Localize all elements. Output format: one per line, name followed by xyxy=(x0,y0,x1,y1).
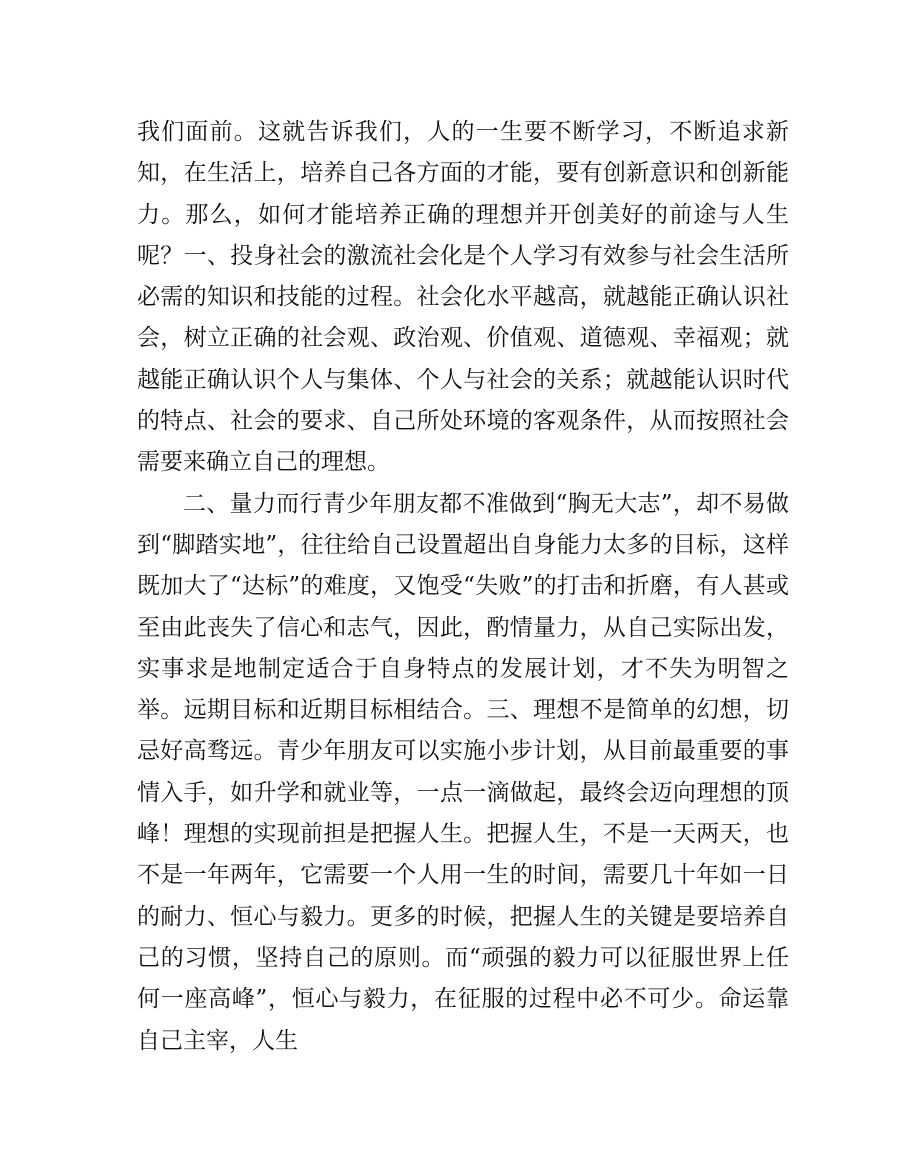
paragraph-continuation: 我们面前。这就告诉我们，人的一生要不断学习，不断追求新知，在生活上，培养自己各方面的才能，要有创新意识和创新能力。那么，如何才能培养正确的理想并开创美好的前途与人生呢？一、投身社会的激流社会化是个人学习有效参与社会生活所必需的知识和技能的过程。社会化水平越高，就越能正确认识社会，树立正确的社会观、政治观、价值观、道德观、幸福观；就越能正确认识个人与集体、个人与社会的关系；就越能认识时代的特点、社会的要求、自己所处环境的客观条件，从而按照社会需要来确立自己的理想。 xyxy=(137,119,789,476)
document-body xyxy=(137,112,789,1062)
paragraph-second: 二、量力而行青少年朋友都不准做到“胸无大志”，却不易做到“脚踏实地”，往往给自己设置超出自身能力太多的目标，这样既加大了“达标”的难度，又饱受“失败”的打击和折磨，有人甚或至由此丧失了信心和志气，因此，酌情量力，从自己实际出发，实事求是地制定适合于自身特点的发展计划，才不失为明智之举。远期目标和近期目标相结合。三、理想不是简单的幻想，切忌好高骛远。青少年朋友可以实施小步计划，从目前最重要的事情入手，如升学和就业等，一点一滴做起，最终会迈向理想的顶峰！理想的实现前担是把握人生。把握人生，不是一天两天，也不是一年两年，它需要一个人用一生的时间，需要几十年如一日的耐力、恒心与毅力。更多的时候，把握人生的关键是要培养自己的习惯，坚持自己的原则。而“顽强的毅力可以征服世界上任何一座高峰”，恒心与毅力，在征服的过程中必不可少。命运靠自己主宰，人生 xyxy=(137,490,789,1054)
